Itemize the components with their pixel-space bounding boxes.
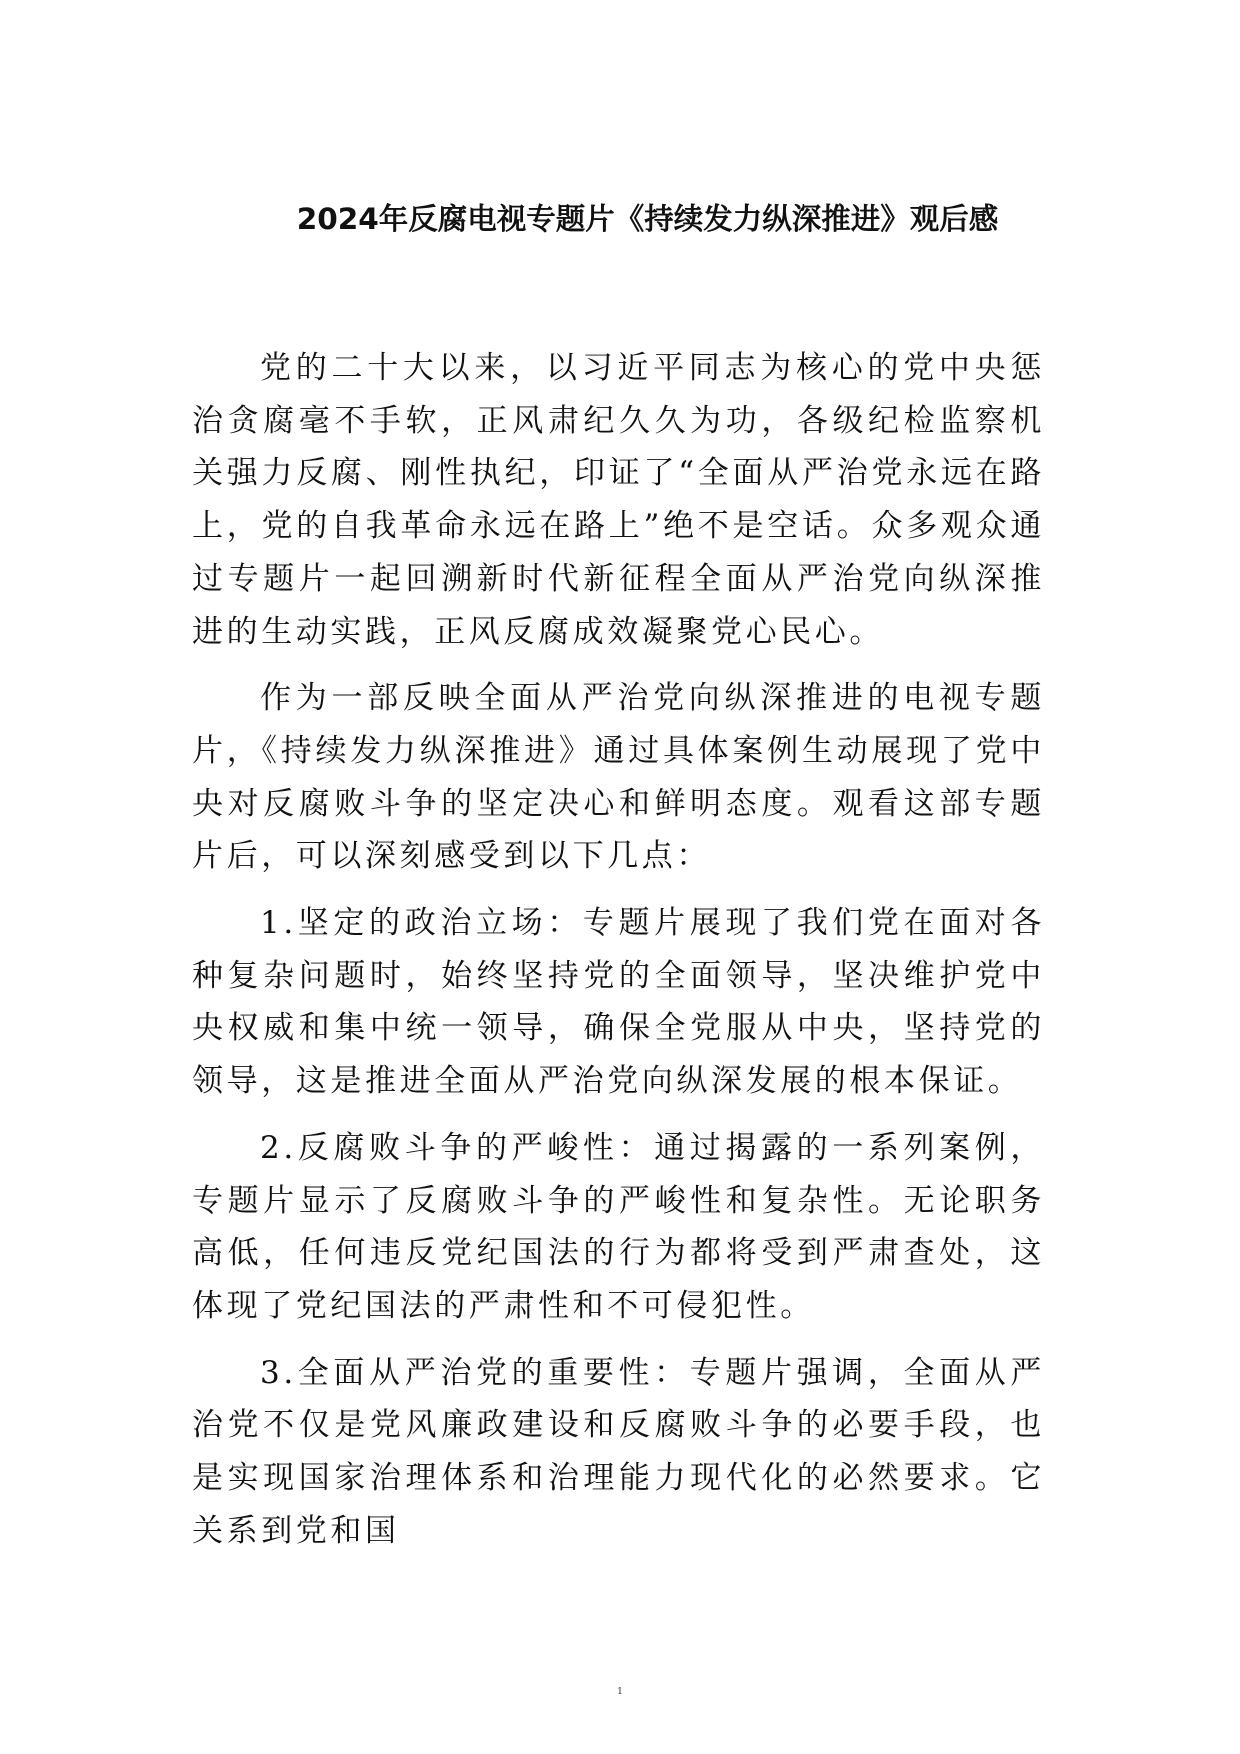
paragraph-2: 作为一部反映全面从严治党向纵深推进的电视专题片，《持续发力纵深推进》通过具体案例生动展现了党中央对反腐败斗争的坚定决心和鲜明态度。观看这部专题片后，可以深刻感受到以下几点： — [192, 680, 1045, 875]
document-title: 2024年反腐电视专题片《持续发力纵深推进》观后感 — [296, 202, 999, 236]
page-number: 1 — [617, 1687, 623, 1697]
paragraph-5: 3.全面从严治党的重要性：专题片强调，全面从严治党不仅是党风廉政建设和反腐败斗争的必要手段，也是实现国家治理体系和治理能力现代化的必然要求。它关系到党和国 — [192, 1354, 1045, 1549]
document-body — [192, 342, 1045, 1571]
paragraph-4: 2.反腐败斗争的严峻性：通过揭露的一系列案例，专题片显示了反腐败斗争的严峻性和复杂性。无论职务高低，任何违反党纪国法的行为都将受到严肃查处，这体现了党纪国法的严肃性和不可侵犯性。 — [192, 1129, 1045, 1324]
paragraph-1: 党的二十大以来，以习近平同志为核心的党中央惩治贪腐毫不手软，正风肃纪久久为功，各级纪检监察机关强力反腐、刚性执纪，印证了“全面从严治党永远在路上，党的自我革命永远在路上”绝不是空话。众多观众通过专题片一起回溯新时代新征程全面从严治党向纵深推进的生动实践，正风反腐成效凝聚党心民心。 — [192, 350, 1045, 650]
paragraph-3: 1.坚定的政治立场：专题片展现了我们党在面对各种复杂问题时，始终坚持党的全面领导，坚决维护党中央权威和集中统一领导，确保全党服从中央，坚持党的领导，这是推进全面从严治党向纵深发展的根本保证。 — [192, 905, 1045, 1100]
